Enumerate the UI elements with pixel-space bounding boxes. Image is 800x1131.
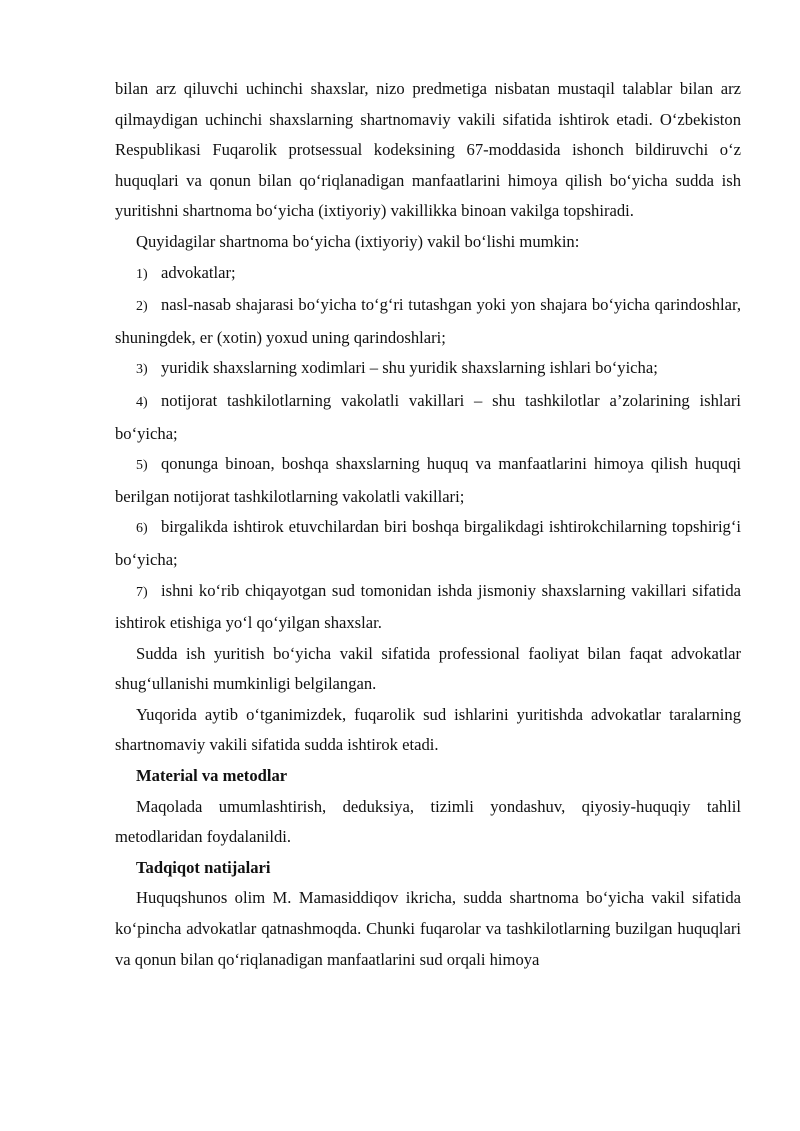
list-number: 3) [136, 362, 148, 378]
list-item [115, 258, 741, 291]
list-text: nasl-nasab shajarasi bo‘yicha to‘g‘ri tutashgan yoki yon shajara bo‘yicha qarindoshlar, shuningdek, er (xotin) yoxud uning qarindoshlari; [115, 295, 741, 347]
list-text: advokatlar; [161, 262, 236, 282]
paragraph-list-lead: Quyidagilar shartnoma bo‘yicha (ixtiyoriy) vakil bo‘lishi mumkin: [136, 231, 580, 251]
list-number: 1) [136, 266, 148, 282]
list-text: ishni ko‘rib chiqayotgan sud tomonidan ishda jismoniy shaxslarning vakillari sifatida ishtirok etishiga yo‘l qo‘yilgan shaxslar. [115, 580, 741, 633]
list-text: birgalikda ishtirok etuvchilardan biri boshqa birgalikdagi ishtirokchilarning topshirig‘i bo‘yicha; [115, 517, 741, 569]
paragraph-advocates: Sudda ish yuritish bo‘yicha vakil sifatida professional faoliyat bilan faqat advokatlar shug‘ullanishi mumkinligi belgilangan. [115, 643, 741, 694]
list-item [115, 576, 741, 639]
paragraph-summary: Yuqorida aytib o‘tganimizdek, fuqarolik sud ishlarini yuritishda advokatlar taralarning shartnomaviy vakili sifatida sudda ishtirok etadi. [115, 704, 741, 755]
section-heading-results: Tadqiqot natijalari [136, 857, 271, 877]
paragraph-intro: bilan arz qiluvchi uchinchi shaxslar, nizo predmetiga nisbatan mustaqil talablar bilan arz qilmaydigan uchinchi shaxslarning shartnomaviy vakili sifatida ishtirok etadi. O‘zbekiston Respublikasi Fuqarolik protsessual kodeksining 67-moddasida ishonch bildiruvchi o‘z huquqlari va qonun bilan qo‘riqlanadigan manfaatlarini himoya qilish bo‘yicha sudda ish yuritishni shartnoma bo‘yicha (ixtiyoriy) vakillikka binoan vakilga topshiradi. [115, 79, 741, 221]
list-item [115, 290, 741, 353]
section-heading-methods: Material va metodlar [136, 766, 288, 786]
list-number: 5) [136, 458, 148, 474]
list-item [115, 512, 741, 575]
list-item [115, 386, 741, 449]
list-item [115, 353, 741, 386]
list-number: 4) [136, 394, 148, 410]
list-text: notijorat tashkilotlarning vakolatli vakillari – shu tashkilotlar a’zolarining ishlari bo‘yicha; [115, 390, 741, 443]
paragraph-results: Huquqshunos olim M. Mamasiddiqov ikricha, sudda shartnoma bo‘yicha vakil sifatida ko‘pincha advokatlar qatnashmoqda. Chunki fuqarolar va tashkilotlarning buzilgan huquqlari va qonun bilan qo‘riqlanadigan manfaatlarini sud orqali himoya [115, 888, 741, 969]
list-number: 6) [136, 521, 148, 537]
list-text: qonunga binoan, boshqa shaxslarning huquq va manfaatlarini himoya qilish huquqi berilgan notijorat tashkilotlarning vakolatli vakillari; [115, 454, 741, 506]
list-text: yuridik shaxslarning xodimlari – shu yuridik shaxslarning ishlari bo‘yicha; [161, 358, 658, 378]
list-number: 7) [136, 584, 148, 600]
list-item [115, 449, 741, 512]
document-page [115, 74, 741, 975]
paragraph-methods: Maqolada umumlashtirish, deduksiya, tizimli yondashuv, qiyosiy-huquqiy tahlil metodlaridan foydalanildi. [115, 796, 741, 847]
list-number: 2) [136, 299, 148, 315]
